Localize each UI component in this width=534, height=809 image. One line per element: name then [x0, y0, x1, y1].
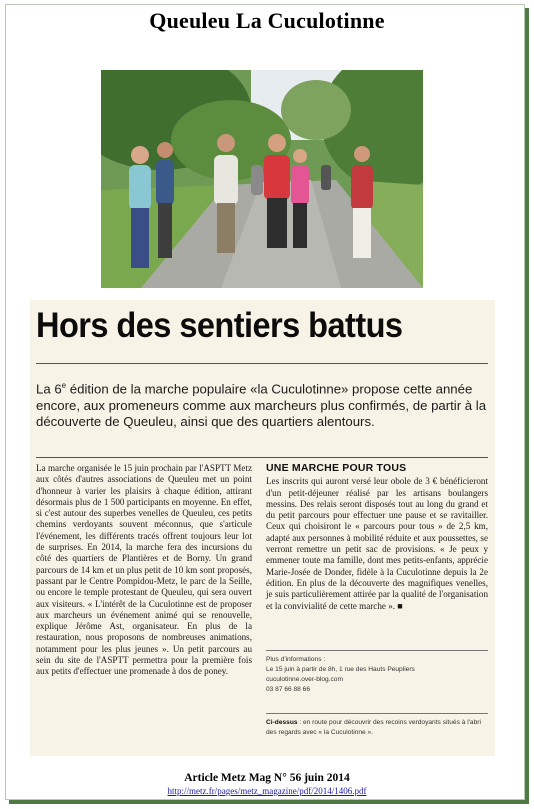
article-left-column: La marche organisée le 15 juin prochain par l'ASPTT Metz aux côtés d'autres associations de Queuleu met un point d'honneur à varier les plaisirs à chaque édition, attirant désormais plus de 1 500 participants en moyenne. En effet, si c'est autour des superbes venelles de Queuleu, ces petits chemins verdoyants souvent méconnus, que s'articule l'événement, les différents tracés offrent toujours leur lot de surprises. En 2014, la marche fera des incursions du côté des quartiers de Plantières et de Borny. Un grand parcours de 14 km et un plus petit de 10 km sont proposés, passant par le Centre Pompidou-Metz, le parc de la Seille, ou encore le temple protestant de Queuleu, qui sera ouvert aux visiteurs. « L'intérêt de la Cuculotinne est de proposer aux marcheurs un événement animé qui se renouvelle, explique Jérôme Ast, organisateur. En plus de la restauration, nous proposons de nombreuses animations, notamment pour les plus jeunes ». Un petit parcours au sein du site de l'ASPTT permettra pour la première fois aux petits d'effectuer une promenade à dos de poney.: [36, 463, 252, 677]
lead-divider: [36, 457, 488, 458]
page-title: Queuleu La Cuculotinne: [149, 8, 385, 33]
lead-text-start: La 6: [36, 381, 62, 397]
section-subheading: UNE MARCHE POUR TOUS: [266, 462, 407, 474]
info-divider: [266, 650, 488, 651]
article-clipping: [30, 300, 495, 756]
photo-icon: [101, 70, 423, 288]
info-phone: 03 87 66 88 66: [266, 686, 310, 693]
article-lead: [36, 378, 488, 431]
info-date-address: Le 15 juin à partir de 8h, 1 rue des Hauts Peupliers: [266, 666, 415, 673]
right-column-body: Les inscrits qui auront versé leur obole de 3 € bénéficieront d'un petit-déjeuner réalisé par les artisans boulangers messins. Des relais seront disposés tout au long du grand et du petit parcours pour effectuer une pause et se ravitailler. Ceux qui choisiront le « parcours pour tous » de 2,5 km, adapté aux personnes à mobilité réduite et aux poussettes, se verront remettre un petit sac de provisions. « Je peux y emmener toute ma famille, dont mes petits-enfants, apprécie Marie-Josée de Donder, fidèle à la Cuculotinne depuis la 2e édition. En plus de la découverte des magnifiques venelles, je suis particulièrement attirée par la qualité de l'organisation et la convivialité de cette marche ». ■: [266, 476, 488, 611]
info-box: [266, 655, 488, 695]
source-link[interactable]: http://metz.fr/pages/metz_magazine/pdf/2014/1406.pdf: [167, 786, 367, 796]
info-website: cuculotinne.over-blog.com: [266, 676, 343, 683]
source-title: Article Metz Mag N° 56 juin 2014: [184, 772, 350, 784]
caption-label: Ci-dessus: [266, 719, 298, 726]
article-headline: Hors des sentiers battus: [36, 306, 403, 345]
article-photo: [101, 70, 423, 288]
article-right-column: [266, 463, 488, 612]
lead-superscript: e: [61, 381, 67, 390]
info-heading: Plus d'informations :: [266, 656, 326, 663]
caption-divider: [266, 713, 488, 714]
caption-text: : en route pour découvrir des recoins verdoyants situés à l'abri des regards avec « la Cuculotinne ».: [266, 719, 481, 736]
lead-text-rest: édition de la marche populaire «la Cuculotinne» propose cette année encore, aux promeneurs comme aux marcheurs plus confirmés, de partir à la découverte de Queuleu, ainsi que des quartiers alentours.: [36, 381, 487, 430]
headline-divider: [36, 363, 488, 364]
photo-caption: [266, 718, 488, 738]
